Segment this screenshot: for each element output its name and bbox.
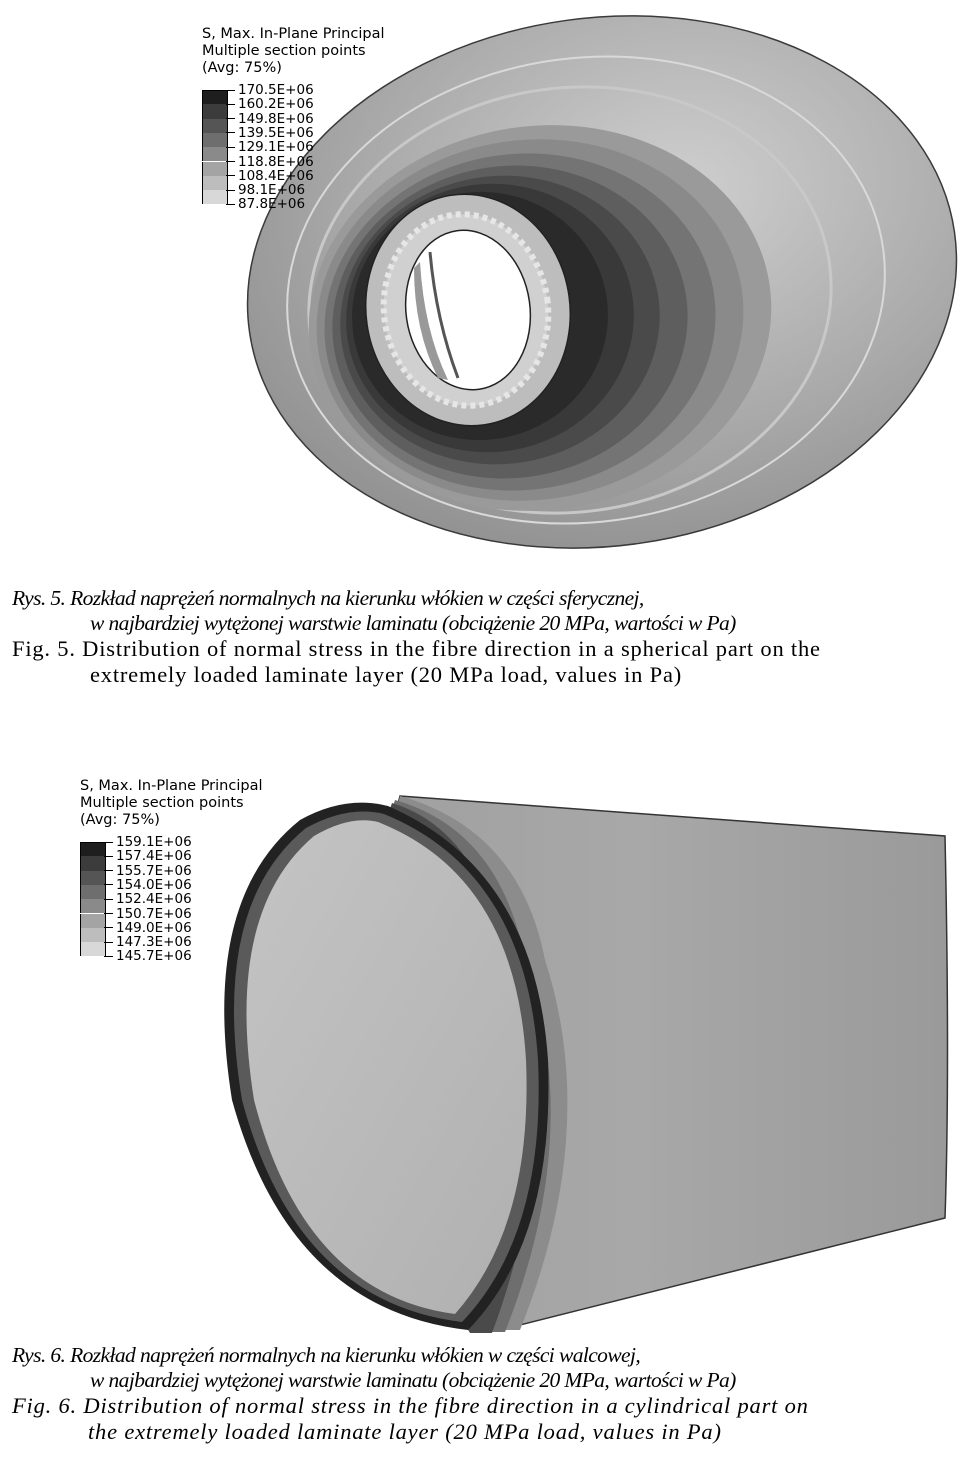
legend-fig6: [80, 778, 263, 965]
legend-tick-label: 159.1E+06: [104, 835, 192, 849]
caption-en-line: Fig. 6. Distribution of normal stress in the fibre direction in a cylindrical part on: [12, 1393, 809, 1418]
legend-color-band: [80, 928, 106, 942]
caption-en-line: the extremely loaded laminate layer (20 MPa load, values in Pa): [88, 1418, 722, 1444]
caption-pl-line: Rys. 6. Rozkład naprężeń normalnych na kierunku włókien w części walcowej,: [12, 1343, 641, 1367]
legend-color-band: [80, 885, 106, 899]
caption-en-line: Fig. 5. Distribution of normal stress in the fibre direction in a spherical part on the: [12, 636, 821, 661]
legend-color-band: [80, 842, 106, 857]
legend-tick-label: 108.4E+06: [226, 169, 314, 183]
legend-tick-label: 147.3E+06: [104, 935, 192, 949]
caption-pl-line: w najbardziej wytężonej warstwie laminatu (obciążenie 20 MPa, wartości w Pa): [90, 1367, 736, 1392]
legend-tick-label: 152.4E+06: [104, 892, 192, 906]
caption-fig6: [12, 1343, 957, 1444]
legend-averaging: (Avg: 75%): [80, 812, 160, 828]
legend-tick-label: 150.7E+06: [104, 907, 192, 921]
legend-color-scale: [80, 834, 262, 965]
legend-tick-label: 160.2E+06: [226, 97, 314, 111]
legend-subtitle: Multiple section points: [202, 43, 366, 59]
legend-tick-label: 149.0E+06: [104, 921, 192, 935]
legend-tick-label: 129.1E+06: [226, 140, 314, 154]
legend-tick-label: 145.7E+06: [104, 949, 192, 963]
legend-tick-label: 87.8E+06: [226, 197, 305, 211]
legend-tick-label: 118.8E+06: [226, 155, 314, 169]
legend-title: S, Max. In-Plane Principal: [202, 26, 385, 42]
legend-tick-label: 98.1E+06: [226, 183, 305, 197]
legend-tick-label: 149.8E+06: [226, 112, 314, 126]
legend-averaging: (Avg: 75%): [202, 60, 282, 76]
legend-tick-label: 139.5E+06: [226, 126, 314, 140]
legend-color-band: [80, 942, 106, 956]
legend-color-band: [80, 871, 106, 885]
legend-tick-label: 170.5E+06: [226, 83, 314, 97]
legend-tick-label: 155.7E+06: [104, 864, 192, 878]
legend-tick-label: 157.4E+06: [104, 849, 192, 863]
legend-color-band: [80, 914, 106, 928]
caption-pl-line: Rys. 5. Rozkład naprężeń normalnych na kierunku włókien w części sferycznej,: [12, 586, 644, 610]
caption-pl-line: w najbardziej wytężonej warstwie laminatu (obciążenie 20 MPa, wartości w Pa): [90, 610, 736, 635]
legend-title: S, Max. In-Plane Principal: [80, 778, 263, 794]
caption-en-line: extremely loaded laminate layer (20 MPa load, values in Pa): [90, 661, 683, 687]
legend-color-band: [80, 856, 106, 870]
legend-tick-label: 154.0E+06: [104, 878, 192, 892]
legend-color-band: [80, 899, 106, 913]
legend-subtitle: Multiple section points: [80, 795, 244, 811]
